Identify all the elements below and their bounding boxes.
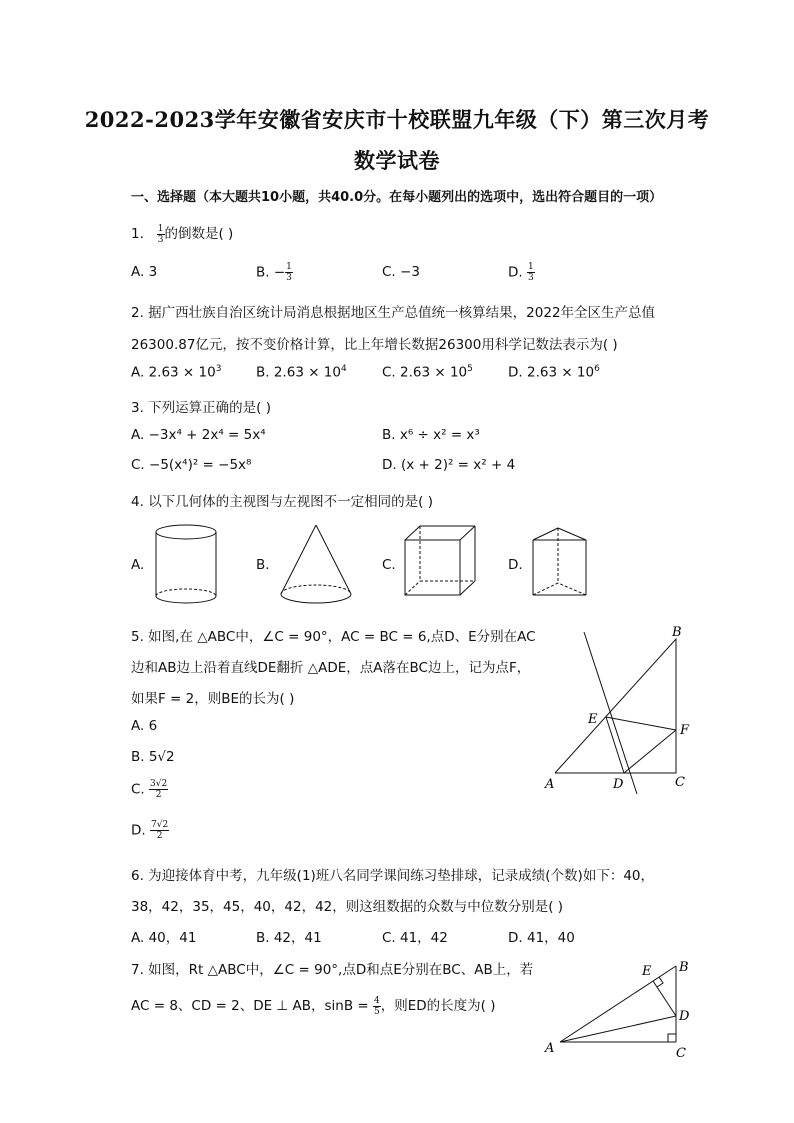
q7-stem-line2: AC = 8、CD = 2、DE ⊥ AB，sinB = $\frac{4}{5}$ ，则ED的长度为( ) [131,995,496,1017]
q1-option-b[interactable]: B. − $\frac{1}{3}$ [256,262,292,283]
q5-option-c[interactable]: C. $\frac{3√2}{2}$ [131,779,168,800]
q5-stem-line2: 边和AB边上沿着直线DE翻折 △ADE，点A落在BC边上，记为点F， [131,660,531,676]
q5-stem-line3: 如果F = 2，则BE的长为( ) [131,691,295,707]
cone-figure [276,522,356,608]
q4-stem: 4. 以下几何体的主视图与左视图不一定相同的是( ) [131,494,433,510]
q5-label-c: C [675,775,685,790]
prism-figure [528,522,592,602]
q6-stem-line2: 38，42，35，45，40，42，42，则这组数据的众数与中位数分别是( ) [131,899,564,915]
cube-figure [400,522,480,602]
q2-stem-line1: 2. 据广西壮族自治区统计局消息根据地区生产总值统一核算结果，2022年全区生产总值 [131,305,656,321]
q5-triangle-figure [540,622,700,797]
q1-option-a[interactable]: A. 3 [131,264,158,280]
q4-option-a[interactable]: A. [131,557,145,573]
q6-option-c[interactable]: C. 41，42 [382,930,448,946]
q7-stem-line1: 7. 如图，Rt △ABC中，∠C = 90°,点D和点E分别在BC、AB上，若 [131,962,534,978]
q4-option-b[interactable]: B. [256,557,270,573]
q6-stem-line1: 6. 为迎接体育中考，九年级(1)班八名同学课间练习垫排球，记录成绩(个数)如下：40， [131,868,655,884]
q2-option-c[interactable]: C. $2.63 \times 10^5$ [382,364,473,381]
q3-option-b[interactable]: B. x⁶ ÷ x² = x³ [382,427,480,443]
q3-option-d[interactable]: D. (x + 2)² = x² + 4 [382,457,516,473]
q4-option-c[interactable]: C. [382,557,396,573]
q2-option-d[interactable]: D. $2.63 \times 10^6$ [508,364,600,381]
q7-triangle-figure [540,956,700,1066]
q1-option-d[interactable]: D. $\frac{1}{3}$ [508,262,534,283]
cylinder-figure [150,522,222,608]
q5-option-a[interactable]: A. 6 [131,718,158,734]
q6-option-b[interactable]: B. 42，41 [256,930,322,946]
exam-subtitle: 数学试卷 [354,148,440,173]
q5-label-f: F [680,723,690,738]
q2-option-a[interactable]: A. $2.63 \times 10^3$ [131,364,222,381]
q5-stem-line1: 5. 如图,在 △ABC中，∠C = 90°，AC = BC = 6,点D、E分别在AC [131,629,536,645]
q7-label-d: D [679,1009,690,1024]
q2-stem-line2: 26300.87亿元，按不变价格计算，比上年增长数据26300用科学记数法表示为( ) [131,337,618,353]
q1-fraction: $\frac{1}{3}$ [157,223,164,245]
q6-option-d[interactable]: D. 41，40 [508,930,575,946]
exam-title: 2022-2023学年安徽省安庆市十校联盟九年级（下）第三次月考 [84,107,710,132]
q1-stem: 1. $\frac{1}{3}$ 的倒数是( ) [131,223,234,245]
q5-label-b: B [672,625,682,640]
q5-label-e: E [588,712,598,727]
q7-label-e: E [642,964,652,979]
q1-option-c[interactable]: C. −3 [382,264,420,280]
q5-option-b[interactable]: B. 5√2 [131,749,175,765]
section-heading: 一、选择题（本大题共10小题，共40.0分。在每小题列出的选项中，选出符合题目的一项） [131,190,663,205]
q7-label-a: A [545,1041,555,1056]
q4-option-d[interactable]: D. [508,557,523,573]
q3-option-c[interactable]: C. −5(x⁴)² = −5x⁸ [131,457,252,473]
q5-option-d[interactable]: D. $\frac{7√2}{2}$ [131,820,169,841]
q5-label-a: A [545,777,555,792]
q3-stem: 3. 下列运算正确的是( ) [131,400,271,416]
q5-label-d: D [613,777,624,792]
q7-label-b: B [679,960,689,975]
q3-option-a[interactable]: A. −3x⁴ + 2x⁴ = 5x⁴ [131,427,266,443]
q7-label-c: C [676,1046,686,1061]
q2-option-b[interactable]: B. $2.63 \times 10^4$ [256,364,347,381]
q6-option-a[interactable]: A. 40，41 [131,930,197,946]
